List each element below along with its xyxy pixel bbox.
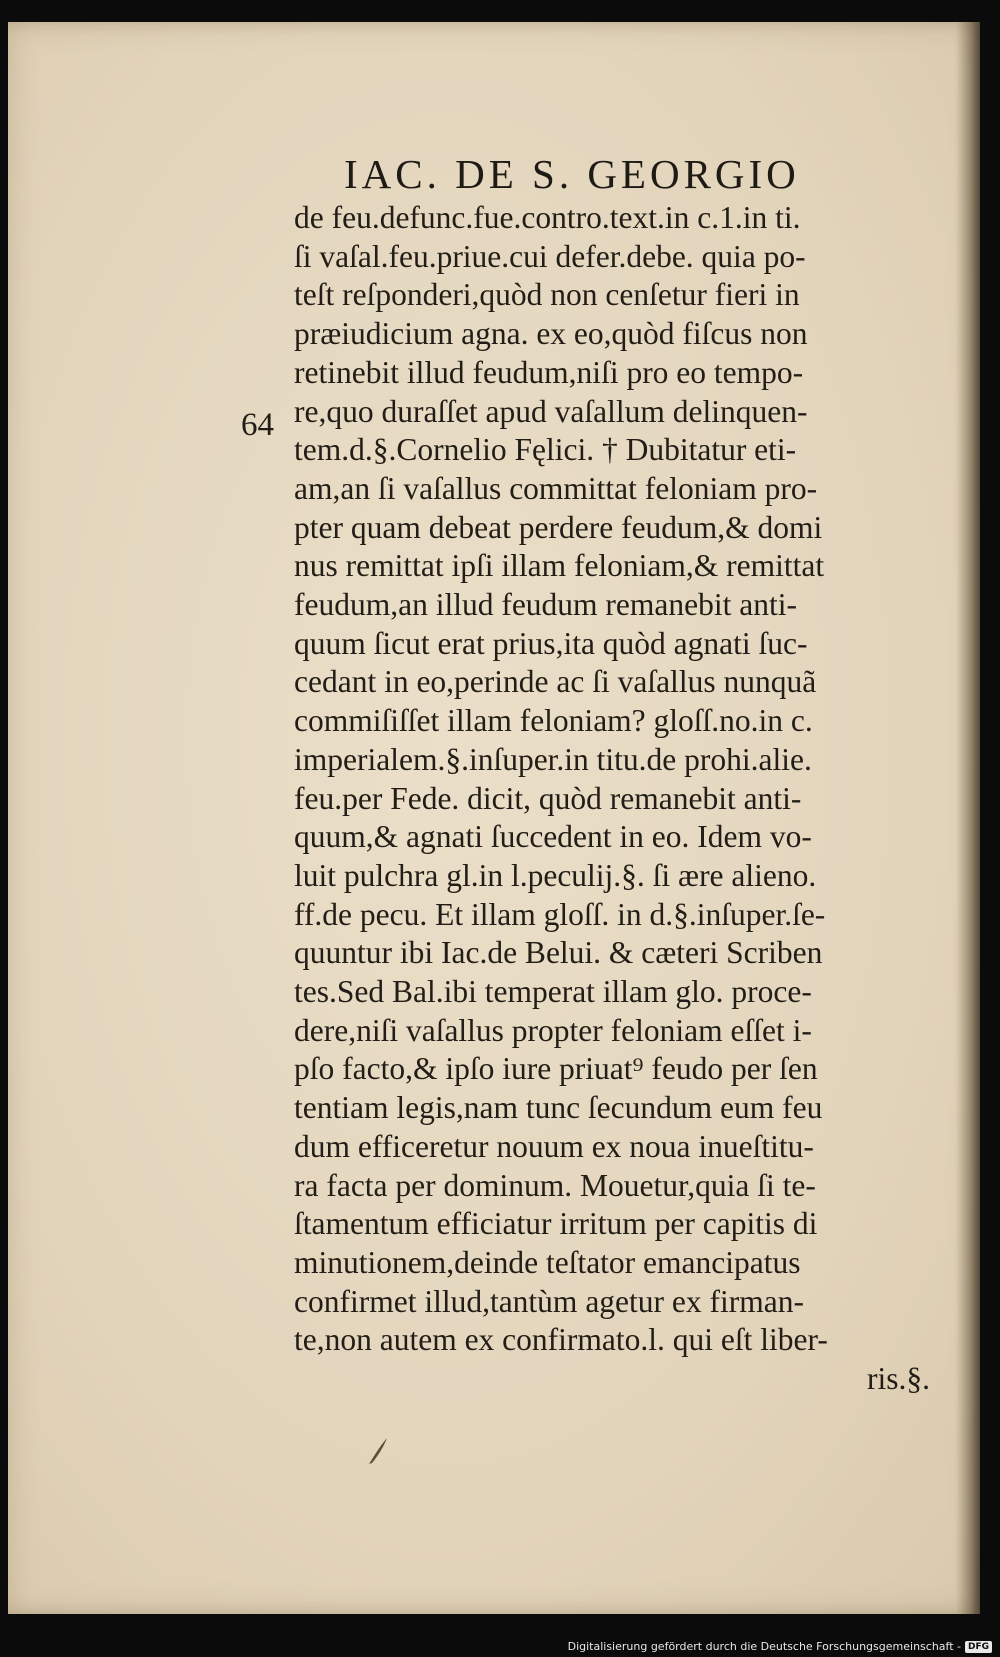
text-line: tes.Sed Bal.ibi temperat illam glo. proce- [294, 974, 812, 1010]
running-head: IAC. DE S. GEORGIO [344, 151, 800, 197]
text-line: quum,& agnati ſuccedent in eo. Idem vo- [294, 819, 812, 855]
catchword: ris.§. [867, 1361, 930, 1397]
text-line: tem.d.§.Cornelio Fęlici. † Dubitatur eti- [294, 432, 797, 468]
text-line: de feu.defunc.fue.contro.text.in c.1.in ti. [294, 200, 801, 235]
text-line: cedant in eo,perinde ac ſi vaſallus nunquã [294, 664, 817, 700]
text-line: quuntur ibi Iac.de Belui. & cæteri Scriben [294, 935, 823, 971]
footer-text: Digitalisierung gefördert durch die Deutsche Forschungsgemeinschaft - [567, 1640, 961, 1653]
ink-mark [366, 1436, 390, 1466]
text-line: luit pulchra gl.in l.peculij.§. ſi ære alieno. [294, 857, 817, 893]
text-line: feudum,an illud feudum remanebit anti- [294, 587, 797, 623]
margin-number: 64 [241, 407, 274, 443]
text-line: ſi vaſal.feu.priue.cui defer.debe. quia po- [294, 238, 806, 274]
page-edge-shadow [956, 22, 980, 1614]
text-line: nus remittat ipſi illam feloniam,& remittat [294, 548, 825, 584]
text-line: quum ſicut erat prius,ita quòd agnati ſuc- [294, 625, 808, 661]
text-line: pſo facto,& ipſo iure priuat⁹ feudo per ſen [294, 1051, 818, 1087]
text-line: præiudicium agna. ex eo,quòd fiſcus non [294, 316, 808, 352]
text-line: commiſiſſet illam feloniam? gloſſ.no.in c. [294, 703, 813, 739]
text-line: imperialem.§.inſuper.in titu.de prohi.alie. [294, 741, 812, 777]
text-line: ra facta per dominum. Mouetur,quia ſi te- [294, 1167, 816, 1203]
text-line: teſt reſponderi,quòd non cenſetur fieri in [294, 277, 800, 313]
book-page [8, 22, 980, 1614]
text-block [294, 199, 934, 1399]
text-line: pter quam debeat perdere feudum,& domi [294, 509, 823, 545]
dfg-logo: DFG [965, 1641, 992, 1653]
digitization-footer [568, 1640, 992, 1653]
text-line: tentiam legis,nam tunc ſecundum eum feu [294, 1090, 823, 1126]
text-line: ff.de pecu. Et illam gloſſ. in d.§.inſuper.ſe- [294, 896, 826, 932]
text-line: dum efficeretur nouum ex noua inueſtitu- [294, 1128, 814, 1164]
text-line: retinebit illud feudum,niſi pro eo tempo- [294, 354, 804, 390]
text-line: dere,niſi vaſallus propter feloniam eſſet i- [294, 1012, 812, 1048]
text-line: feu.per Fede. dicit, quòd remanebit anti- [294, 780, 802, 816]
text-line: minutionem,deinde teſtator emancipatus [294, 1244, 801, 1280]
text-line: am,an ſi vaſallus committat feloniam pro- [294, 470, 818, 506]
text-line: ſtamentum efficiatur irritum per capitis di [294, 1206, 818, 1242]
text-line: confirmet illud,tantùm agetur ex firman- [294, 1283, 804, 1319]
text-line: te,non autem ex confirmato.l. qui eſt liber- [294, 1322, 828, 1358]
text-line: re,quo duraſſet apud vaſallum delinquen- [294, 393, 808, 429]
